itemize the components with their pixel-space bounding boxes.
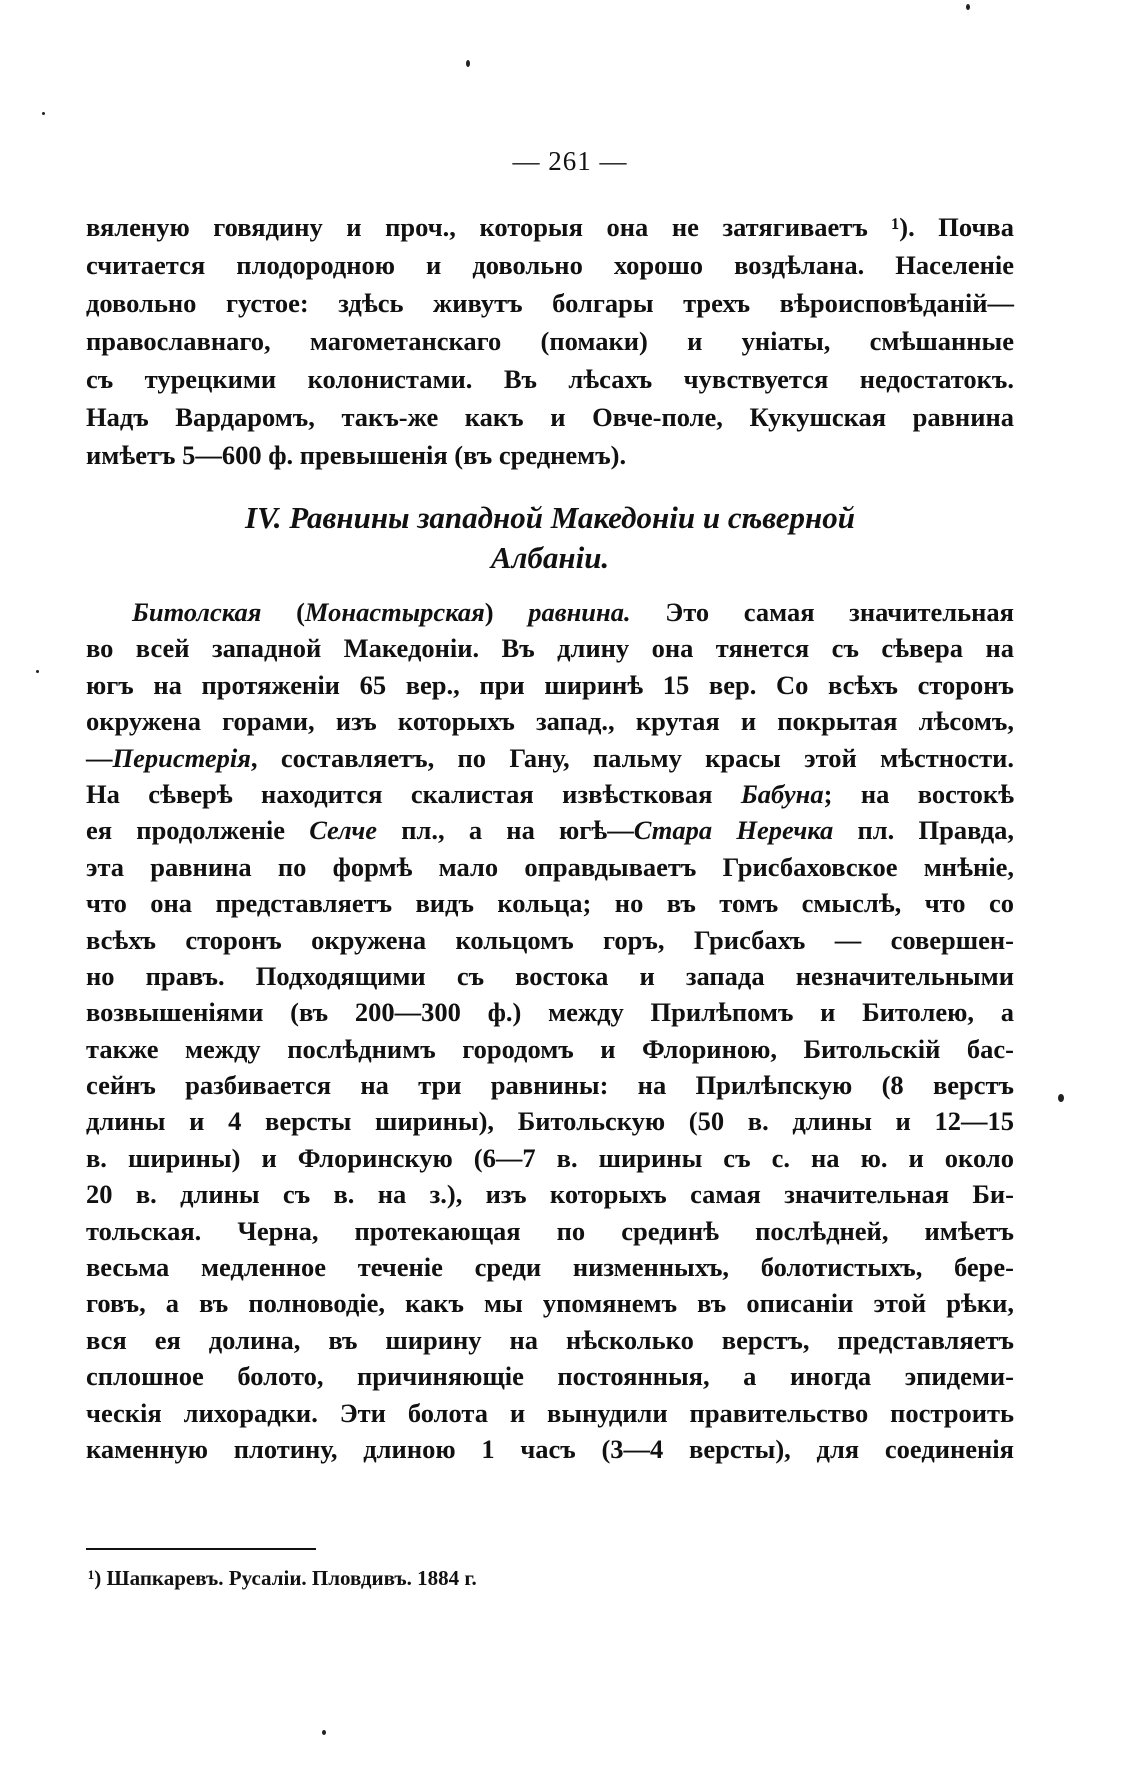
text-line: югъ на протяженіи 65 вер., при ширинѣ 15 вер. Со всѣхъ сторонъ	[86, 669, 1014, 700]
text-line: длины и 4 версты ширины), Битольскую (50 в. длины и 12—15	[86, 1106, 1014, 1137]
italic-term: Монастырская	[304, 597, 485, 627]
text-fragment: —	[86, 742, 113, 773]
footnote-mark: ¹)	[88, 1566, 102, 1590]
text-line: вяленую говядину и проч., которыя она не затягиваетъ ¹). Почва	[86, 212, 1014, 242]
text-line: считается плодородною и довольно хорошо воздѣлана. Населеніе	[86, 250, 1014, 280]
page-number: — 261 —	[512, 146, 628, 176]
text-fragment: Это самая значительная	[630, 597, 1014, 627]
text-line: возвышеніями (въ 200—300 ф.) между Прилѣпомъ и Битолею, а	[86, 997, 1014, 1028]
text-line	[86, 812, 1014, 848]
section-heading-line: IV. Равнины западной Македоніи и сѣверной	[245, 500, 855, 535]
text-line: эта равнина по формѣ мало оправдываетъ Грисбаховское мнѣніе,	[86, 851, 1014, 882]
italic-term: Битолская	[132, 597, 262, 627]
text-line: что она представляетъ видъ кольца; но въ томъ смыслѣ, что со	[86, 888, 1014, 919]
text-line: всѣхъ сторонъ окружена кольцомъ горъ, Грисбахъ — совершен-	[86, 924, 1014, 955]
text-line: сейнъ разбивается на три равнины: на Прилѣпскую (8 верстъ	[86, 1070, 1014, 1101]
scan-speck	[966, 4, 970, 10]
text-fragment: пл. Правда,	[833, 815, 1015, 846]
text-line: 20 в. длины съ в. на з.), изъ которыхъ самая значительная Би-	[86, 1179, 1014, 1210]
text-fragment: ; на востокѣ	[823, 778, 1015, 809]
text-line: весьма медленное теченіе среди низменныхъ, болотистыхъ, бере-	[86, 1252, 1014, 1283]
scan-speck	[36, 670, 39, 673]
text-line: сплошное болото, причиняющіе постоянныя, а иногда эпидеми-	[86, 1361, 1014, 1392]
paragraph-vardar	[86, 208, 1014, 474]
text-line	[86, 740, 1014, 776]
text-line: тольская. Черна, протекающая по срединѣ послѣдней, имѣетъ	[86, 1215, 1014, 1246]
scan-speck	[42, 112, 45, 115]
text-fragment: (	[261, 597, 305, 627]
text-fragment: )	[484, 597, 529, 627]
footnote	[88, 1566, 477, 1591]
text-line: также между послѣднимъ городомъ и Флориною, Битольскій бас-	[86, 1033, 1014, 1064]
scan-speck	[466, 60, 470, 67]
italic-term: Перистерія	[112, 742, 251, 773]
paragraph-bitola-plain	[86, 594, 1014, 1467]
scan-speck	[322, 1730, 326, 1735]
text-line: но правъ. Подходящими съ востока и запада незначительными	[86, 960, 1014, 991]
footnote-divider	[86, 1548, 316, 1550]
section-heading	[86, 498, 1014, 578]
text-fragment: , составляетъ, по Гану, пальму красы этой мѣстности.	[250, 742, 1014, 773]
italic-term: равнина.	[528, 597, 631, 627]
text-line: каменную плотину, длиною 1 часъ (3—4 версты), для соединенія	[86, 1433, 1014, 1464]
text-line: имѣетъ 5—600 ф. превышенія (въ среднемъ).	[86, 440, 627, 470]
text-line: во всей западной Македоніи. Въ длину она тянется съ сѣвера на	[86, 633, 1014, 664]
text-line: Надъ Вардаромъ, такъ-же какъ и Овче-поле, Кукушская равнина	[86, 402, 1014, 432]
text-line: в. ширины) и Флоринскую (6—7 в. ширины съ с. на ю. и около	[86, 1142, 1014, 1173]
scan-speck	[1058, 1094, 1064, 1102]
text-line: православнаго, магометанскаго (помаки) и уніаты, смѣшанные	[86, 326, 1014, 356]
section-heading-line: Албаніи.	[490, 540, 610, 575]
text-line: вся ея долина, въ ширину на нѣсколько верстъ, представляетъ	[86, 1324, 1014, 1355]
footnote-text: Шапкаревъ. Русаліи. Пловдивъ. 1884 г.	[101, 1566, 477, 1590]
italic-term: Селче	[309, 815, 378, 846]
text-fragment: На сѣверѣ находится скалистая извѣстковая	[86, 778, 741, 809]
text-fragment: пл., а на югѣ—	[377, 815, 634, 846]
text-line: довольно густое: здѣсь живутъ болгары трехъ вѣроисповѣданій—	[86, 288, 1014, 318]
text-line	[86, 594, 1014, 630]
italic-term: Бабуна	[740, 778, 824, 809]
text-line: говъ, а въ полноводіе, какъ мы упомянемъ въ описаніи этой рѣки,	[86, 1288, 1014, 1319]
text-line: ческія лихорадки. Эти болота и вынудили правительство построить	[86, 1397, 1014, 1428]
text-line: окружена горами, изъ которыхъ запад., крутая и покрытая лѣсомъ,	[86, 706, 1014, 737]
text-line	[86, 776, 1014, 812]
text-fragment: ея продолженіе	[86, 815, 310, 846]
italic-term: Стара Неречка	[633, 815, 834, 846]
text-line: съ турецкими колонистами. Въ лѣсахъ чувствуется недостатокъ.	[86, 364, 1014, 394]
